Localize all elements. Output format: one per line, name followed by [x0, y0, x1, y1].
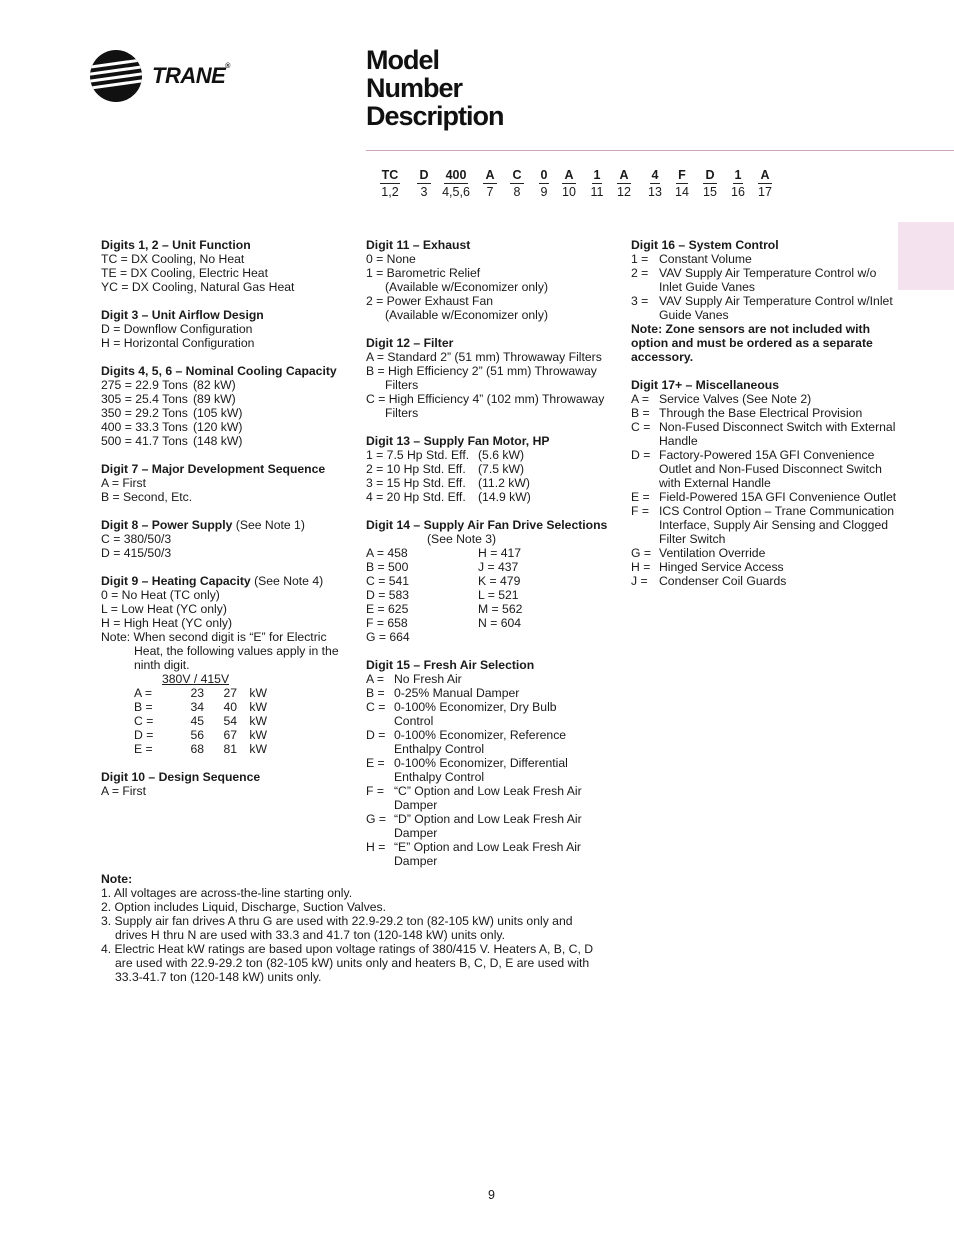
heater-row: [101, 728, 361, 742]
code-digit: 0: [540, 168, 548, 182]
code-digit: A: [619, 168, 629, 182]
item-text: “D” Option and Low Leak Fresh Air Damper: [394, 812, 582, 840]
trane-logo: [90, 50, 250, 104]
heater-415v: 81: [223, 742, 237, 756]
miscellaneous-list: [631, 392, 901, 588]
item-text: Non-Fused Disconnect Switch with External Handle: [659, 420, 896, 448]
item-metric: (14.9 kW): [478, 490, 531, 504]
item-text: “E” Option and Low Leak Fresh Air Damper: [394, 840, 581, 868]
item-key: H =: [366, 840, 386, 854]
column-1: [101, 238, 361, 812]
digit-15-section: Digit 15 – Fresh Air Selection A = No Fresh Air B = 0-25% Manual Damper C = 0-100% Economizer, Dry Bulb Control D = 0-100% Economizer, Reference Enthalpy Control E = 0-100% Economizer, Differential Enthalpy Control F = “C” Option and Low Leak Fresh Air Damper G = “D” Option and Low Leak Fresh Air Damper H = “E” Option and Low Leak Fresh Air Damper: [366, 658, 628, 868]
digit-11-section: Digit 11 – Exhaust 0 = None 1 = Barometric Relief (Available w/Economizer only) 2 = Power Exhaust Fan (Available w/Economizer only): [366, 238, 549, 322]
item-text: Condenser Coil Guards: [659, 574, 787, 588]
heater-380v: 56: [190, 728, 204, 742]
item-key: 1 =: [631, 252, 649, 266]
code-digit: TC: [381, 168, 399, 182]
code-position: 7: [486, 185, 494, 199]
code-digit: 1: [734, 168, 742, 182]
heater-380v: 45: [190, 714, 204, 728]
fresh-air-list: [366, 672, 628, 868]
item-key: J =: [631, 574, 648, 588]
drive-row: [366, 588, 628, 602]
digit-17-section: Digit 17+ – Miscellaneous A = Service Valves (See Note 2) B = Through the Base Electrical Provision C = Non-Fused Disconnect Switch with External Handle D = Factory-Powered 15A GFI Convenience Outlet and Non-Fused Disconnect Switch with External Handle E = Field-Powered 15A GFI Convenience Outlet F = ICS Control Option – Trane Communication Interface, Supply Air Sensing and Clogged Filter Switch G = Ventilation Override H = Hinged Service Access J = Condenser Coil Guards: [631, 378, 901, 588]
code-position: 10: [562, 185, 576, 199]
fan-drive-list: [366, 546, 628, 644]
item-key: A =: [631, 392, 649, 406]
drive-left: E = 625: [366, 602, 409, 616]
item-key: G =: [366, 812, 386, 826]
item-key: 3 =: [631, 294, 649, 308]
capacity-list: [101, 378, 361, 448]
drive-row: [366, 574, 628, 588]
page-title: Model Number Description: [366, 45, 504, 131]
heater-code: C =: [134, 714, 154, 728]
item-key: E =: [366, 756, 385, 770]
item-metric: (5.6 kW): [478, 448, 525, 462]
drive-right: H = 417: [478, 546, 522, 560]
digits-4-5-6-section: Digits 4, 5, 6 – Nominal Cooling Capacity 275 = 22.9 Tons (82 kW) 305 = 25.4 Tons (89 kW) 350 = 29.2 Tons (105 kW) 400 = 33.3 Tons (120 kW) 500 = 41.7 Tons (148 kW): [101, 364, 361, 448]
heater-unit: kW: [249, 686, 267, 700]
item-text: Through the Base Electrical Provision: [659, 406, 863, 420]
code-column: [745, 166, 785, 200]
system-control-list: [631, 252, 901, 322]
digit-12-section: Digit 12 – Filter A = Standard 2” (51 mm) Throwaway Filters B = High Efficiency 2” (51 mm) Throwaway Filters C = High Efficiency 4” (102 mm) Throwaway Filters: [366, 336, 605, 420]
heater-380v: 68: [190, 742, 204, 756]
list-item: [101, 378, 361, 392]
item-key: G =: [631, 546, 651, 560]
drive-right: K = 479: [478, 574, 521, 588]
drive-left: G = 664: [366, 630, 410, 644]
column-3: [631, 238, 901, 602]
digit-14-section: Digit 14 – Supply Air Fan Drive Selections (See Note 3) A = 458 H = 417 B = 500 J = 437 C = 541 K = 479 D = 583 L = 521 E = 625 M = 562 F = 658 N = 604 G = 664: [366, 518, 628, 644]
list-item: [631, 392, 901, 406]
drive-left: A = 458: [366, 546, 408, 560]
list-item: [631, 406, 901, 420]
heater-unit: kW: [249, 742, 267, 756]
item-key: F =: [631, 504, 649, 518]
drive-right: M = 562: [478, 602, 523, 616]
item-value: 400 = 33.3 Tons: [101, 420, 188, 434]
digit-10-section: Digit 10 – Design Sequence A = First: [101, 770, 261, 798]
list-item: [631, 420, 901, 448]
code-digit: D: [419, 168, 429, 182]
drive-left: F = 658: [366, 616, 408, 630]
code-position: 12: [617, 185, 631, 199]
list-item: [631, 490, 901, 504]
heater-code: D =: [134, 728, 154, 742]
code-position: 14: [675, 185, 689, 199]
digit-9-section: Digit 9 – Heating Capacity (See Note 4) 0 = No Heat (TC only) L = Low Heat (YC only) H = High Heat (YC only) Note: When second digit is “E” for Electric Heat, the following values apply in the ninth digit. 380V / 415V A = 23 27 kW B = 34 40 kW C = 45 54 kW D = 56 67 kW E = 68 81 kW: [101, 574, 361, 756]
heater-unit: kW: [249, 700, 267, 714]
item-metric: (89 kW): [193, 392, 236, 406]
item-value: 4 = 20 Hp Std. Eff.: [366, 490, 466, 504]
code-digit: A: [485, 168, 495, 182]
list-item: [366, 812, 628, 840]
heater-code: A =: [134, 686, 152, 700]
list-item: [366, 686, 628, 700]
item-text: No Fresh Air: [394, 672, 462, 686]
heater-row: [101, 714, 361, 728]
item-text: Factory-Powered 15A GFI Convenience Outlet and Non-Fused Disconnect Switch with External Handle: [659, 448, 882, 490]
item-value: 350 = 29.2 Tons: [101, 406, 188, 420]
item-key: A =: [366, 672, 384, 686]
heater-415v: 67: [223, 728, 237, 742]
list-item: [366, 756, 628, 784]
item-text: “C” Option and Low Leak Fresh Air Damper: [394, 784, 582, 812]
drive-row: [366, 560, 628, 574]
item-text: Hinged Service Access: [659, 560, 784, 574]
heater-row: [101, 742, 361, 756]
list-item: [631, 294, 901, 322]
list-item: [366, 476, 628, 490]
digit-8-section: Digit 8 – Power Supply (See Note 1) C = 380/50/3 D = 415/50/3: [101, 518, 305, 560]
list-item: [366, 784, 628, 812]
list-item: [631, 546, 901, 560]
code-position: 16: [731, 185, 745, 199]
list-item: [366, 728, 628, 756]
list-item: [101, 420, 361, 434]
item-value: 2 = 10 Hp Std. Eff.: [366, 462, 466, 476]
item-text: Constant Volume: [659, 252, 752, 266]
item-key: B =: [366, 686, 385, 700]
item-text: ICS Control Option – Trane Communication Interface, Supply Air Sensing and Clogged Filter Switch: [659, 504, 895, 546]
item-key: H =: [631, 560, 651, 574]
drive-left: B = 500: [366, 560, 409, 574]
heater-415v: 54: [223, 714, 237, 728]
heater-row: [101, 700, 361, 714]
item-key: D =: [631, 448, 651, 462]
drive-left: C = 541: [366, 574, 410, 588]
drive-right: L = 521: [478, 588, 519, 602]
heater-380v: 34: [190, 700, 204, 714]
item-value: 275 = 22.9 Tons: [101, 378, 188, 392]
item-text: 0-25% Manual Damper: [394, 686, 520, 700]
heater-unit: kW: [249, 728, 267, 742]
item-key: F =: [366, 784, 384, 798]
list-item: [366, 672, 628, 686]
item-key: 2 =: [631, 266, 649, 280]
code-position: 4,5,6: [442, 185, 470, 199]
code-digit: C: [512, 168, 522, 182]
code-position: 15: [703, 185, 717, 199]
digits-1-2-section: Digits 1, 2 – Unit Function TC = DX Cooling, No Heat TE = DX Cooling, Electric Heat YC = DX Cooling, Natural Gas Heat: [101, 238, 295, 294]
list-item: [631, 252, 901, 266]
code-position: 3: [420, 185, 428, 199]
digit-3-section: Digit 3 – Unit Airflow Design D = Downflow Configuration H = Horizontal Configuration: [101, 308, 264, 350]
code-position: 17: [758, 185, 772, 199]
item-text: 0-100% Economizer, Reference Enthalpy Control: [394, 728, 567, 756]
title-divider: [366, 150, 954, 151]
drive-row: [366, 630, 628, 644]
code-position: 8: [513, 185, 521, 199]
code-digit: 4: [651, 168, 659, 182]
item-metric: (120 kW): [193, 420, 243, 434]
item-key: B =: [631, 406, 650, 420]
item-text: Field-Powered 15A GFI Convenience Outlet: [659, 490, 897, 504]
digit-13-section: Digit 13 – Supply Fan Motor, HP 1 = 7.5 Hp Std. Eff. (5.6 kW) 2 = 10 Hp Std. Eff. (7.5 kW) 3 = 15 Hp Std. Eff. (11.2 kW) 4 = 20 Hp Std. Eff. (14.9 kW): [366, 434, 628, 504]
digit-16-section: Digit 16 – System Control 1 = Constant Volume 2 = VAV Supply Air Temperature Control w/o Inlet Guide Vanes 3 = VAV Supply Air Temperature Control w/Inlet Guide Vanes Note: Zone sensors are not included with option and must be ordered as a separate accessory.: [631, 238, 901, 364]
item-key: C =: [366, 700, 386, 714]
code-digit: 400: [445, 168, 467, 182]
code-digit: F: [678, 168, 686, 182]
item-metric: (7.5 kW): [478, 462, 525, 476]
item-value: 3 = 15 Hp Std. Eff.: [366, 476, 466, 490]
list-item: [366, 490, 628, 504]
list-item: [366, 700, 628, 728]
list-item: [631, 560, 901, 574]
item-text: 0-100% Economizer, Dry Bulb Control: [394, 700, 557, 728]
drive-right: J = 437: [478, 560, 519, 574]
heater-415v: 27: [223, 686, 237, 700]
item-text: VAV Supply Air Temperature Control w/Inlet Guide Vanes: [659, 294, 893, 322]
list-item: [366, 462, 628, 476]
code-position: 1,2: [381, 185, 399, 199]
item-text: 0-100% Economizer, Differential Enthalpy Control: [394, 756, 568, 784]
item-metric: (105 kW): [193, 406, 243, 420]
list-item: [631, 504, 901, 546]
drive-row: [366, 616, 628, 630]
heater-code: B =: [134, 700, 153, 714]
code-digit: A: [564, 168, 574, 182]
item-key: E =: [631, 490, 650, 504]
code-digit: 1: [593, 168, 601, 182]
column-2: [366, 238, 628, 882]
list-item: [101, 406, 361, 420]
list-item: [631, 266, 901, 294]
list-item: [631, 574, 901, 588]
code-position: 11: [590, 185, 604, 199]
item-metric: (82 kW): [193, 378, 236, 392]
item-key: D =: [366, 728, 386, 742]
code-position: 9: [540, 185, 548, 199]
item-value: 500 = 41.7 Tons: [101, 434, 188, 448]
heater-row: [101, 686, 361, 700]
drive-right: N = 604: [478, 616, 522, 630]
digit-7-section: Digit 7 – Major Development Sequence A = First B = Second, Etc.: [101, 462, 326, 504]
heater-380v: 23: [190, 686, 204, 700]
brand-name: TRANE®: [152, 63, 230, 88]
item-text: Ventilation Override: [659, 546, 766, 560]
heater-415v: 40: [223, 700, 237, 714]
item-metric: (11.2 kW): [478, 476, 530, 490]
list-item: [366, 840, 628, 868]
fan-motor-list: [366, 448, 628, 504]
drive-left: D = 583: [366, 588, 410, 602]
trane-logo-icon: [90, 50, 142, 102]
drive-row: [366, 602, 628, 616]
item-key: C =: [631, 420, 651, 434]
code-digit: A: [760, 168, 770, 182]
list-item: [101, 434, 361, 448]
section-tab: [898, 222, 954, 290]
item-value: 305 = 25.4 Tons: [101, 392, 188, 406]
page-number: 9: [488, 1188, 495, 1202]
footnotes: Note: 1. All voltages are across-the-line starting only. 2. Option includes Liquid, Discharge, Suction Valves. 3. Supply air fan drives A thru G are used with 22.9-29.2 ton (82-105 kW) units only and drives H thru N are used with 33.3 and 41.7 ton (120-148 kW) units only. 4. Electric Heat kW ratings are based upon voltage ratings of 380/415 V. Heaters A, B, C, D are used with 22.9-29.2 ton (82-105 kW) units only and heaters B, C, D, E are used with 33.3-41.7 ton (120-148 kW) units only.: [101, 872, 594, 984]
heater-code: E =: [134, 742, 153, 756]
item-metric: (148 kW): [193, 434, 243, 448]
code-position: 13: [648, 185, 662, 199]
list-item: [631, 448, 901, 490]
item-text: VAV Supply Air Temperature Control w/o Inlet Guide Vanes: [659, 266, 877, 294]
heater-table: [101, 686, 361, 756]
item-text: Service Valves (See Note 2): [659, 392, 812, 406]
list-item: [101, 392, 361, 406]
heater-unit: kW: [249, 714, 267, 728]
list-item: [366, 448, 628, 462]
code-digit: D: [705, 168, 715, 182]
drive-row: [366, 546, 628, 560]
item-value: 1 = 7.5 Hp Std. Eff.: [366, 448, 470, 462]
